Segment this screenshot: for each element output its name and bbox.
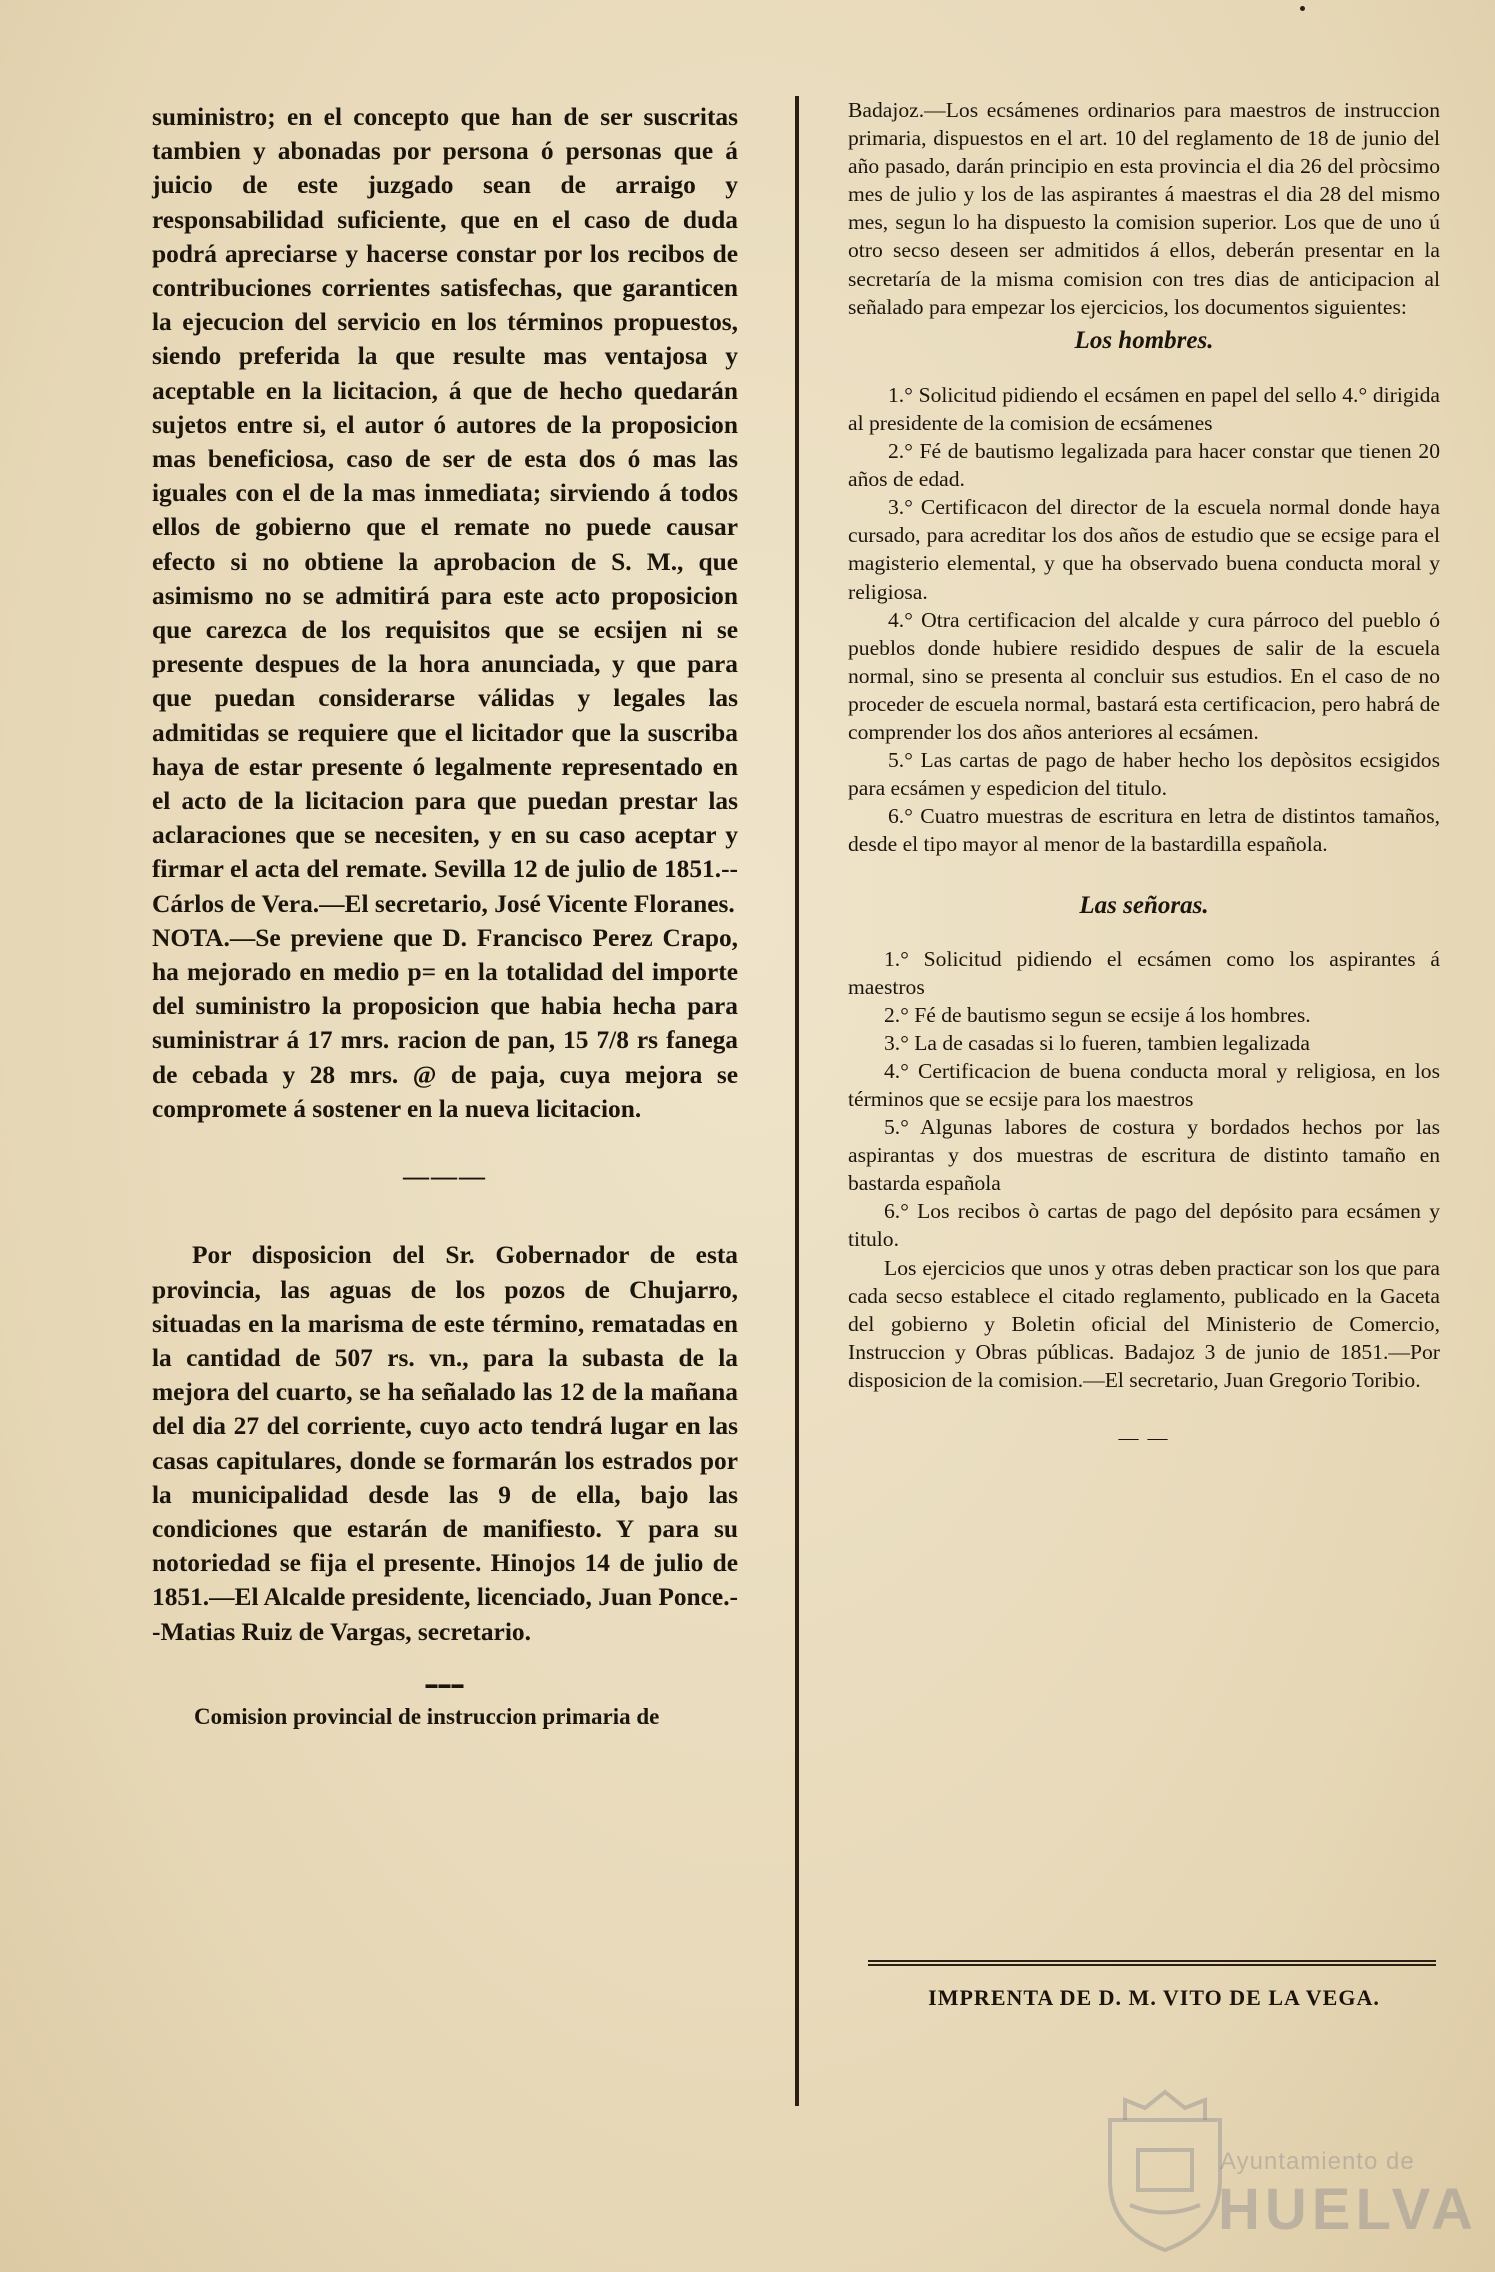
women-heading: Las señoras. bbox=[1079, 892, 1209, 920]
right-column bbox=[848, 96, 1440, 1452]
men-item: 4.° Otra certificacion del alcalde y cura párroco del pueblo ó pueblos donde hubiere residido despues de salir de la escuela normal, sino se presenta al concluir sus estudios. En el caso de no proceder de escuela normal, bastará esta certificacion, pero habrá de comprender los dos años anteriores al ecsámen. bbox=[848, 607, 1440, 744]
men-item: 6.° Cuatro muestras de escritura en letra de distintos tamaños, desde el tipo mayor al menor de la bastardilla española. bbox=[848, 804, 1440, 857]
left-paragraph-supply-contract: suministro; en el concepto que han de ser suscritas tambien y abonadas por persona ó personas que á juicio de este juzgado sean de arraigo y responsabilidad suficiente, que en el caso de duda podrá apreciarse y hacerse constar por los recibos de contribuciones corrientes satisfechas, que garanticen la ejecucion del servicio en los términos propuestos, siendo preferida la que resulte mas ventajosa y aceptable en la licitacion, á que de hecho quedarán sujetos entre si, el autor ó autores de la proposicion mas beneficiosa, caso de ser de esta dos ó mas las iguales con el de la mas inmediata; sirviendo á todos ellos de gobierno que el remate no puede causar efecto si no obtiene la aprobacion de S. M., que asimismo no se admitirá para este acto proposicion que carezca de los requisitos que se ecsijen ni se presente despues de la hora anunciada, y que para que puedan considerarse válidas y legales las admitidas se requiere que el licitador que la suscriba haya de estar presente ó legalmente representado en el acto de la licitacion para que puedan prestar las aclaraciones que se necesiten, y en su caso aceptar y firmar el acta del remate. Sevilla 12 de julio de 1851.--Cárlos de Vera.—El secretario, José Vicente Floranes. bbox=[152, 103, 738, 918]
left-paragraph-commission-start: Comision provincial de instruccion primaria de bbox=[194, 1703, 660, 1729]
women-item: 3.° La de casadas si lo fueren, tambien legalizada bbox=[884, 1030, 1310, 1055]
right-separator: — — bbox=[1118, 1427, 1170, 1450]
watermark-top-text: Ayuntamiento de bbox=[1220, 2148, 1415, 2175]
women-item: 5.° Algunas labores de costura y bordados hechos por las aspirantas y dos muestras de escritura de distinto tamaño en bastarda española bbox=[848, 1115, 1440, 1196]
right-paragraph-closing: Los ejercicios que unos y otras deben practicar son los que para cada secso establece el citado reglamento, publicado en la Gaceta del gobierno y Boletin oficial del Ministerio de Comercio, Instruccion y Obras públicas. Badajoz 3 de junio de 1851.—Por disposicion de la comision.—El secretario, Juan Gregorio Toribio. bbox=[848, 1255, 1440, 1392]
men-item: 1.° Solicitud pidiendo el ecsámen en papel del sello 4.° dirigida al presidente de la comision de ecsámenes bbox=[848, 382, 1440, 435]
men-heading: Los hombres. bbox=[1074, 326, 1214, 354]
men-item: 5.° Las cartas de pago de haber hecho los depòsitos ecsigidos para ecsámen y espedicion del titulo. bbox=[848, 748, 1440, 801]
column-rule bbox=[795, 96, 799, 2106]
women-item: 6.° Los recibos ò cartas de pago del depósito para ecsámen y titulo. bbox=[848, 1199, 1440, 1252]
left-separator: ——— bbox=[403, 1162, 487, 1192]
women-item: 1.° Solicitud pidiendo el ecsámen como los aspirantes á maestros bbox=[848, 946, 1440, 999]
left-paragraph-nota: NOTA.—Se previene que D. Francisco Perez Crapo, ha mejorado en medio p= en la totalidad del importe del suministro la proposicion que habia hecha para suministrar á 17 mrs. racion de pan, 15 7/8 rs fanega de cebada y 28 mrs. @ de paja, cuya mejora se compromete á sostener en la nueva licitacion. bbox=[152, 923, 738, 1123]
ink-speck bbox=[1300, 6, 1305, 11]
left-paragraph-chujarro-wells: Por disposicion del Sr. Gobernador de esta provincia, las aguas de los pozos de Chujarro, situadas en la marisma de este término, rematadas en la cantidad de 507 rs. vn., para la subasta de la mejora del cuarto, se ha señalado las 12 de la mañana del dia 27 del corriente, cuyo acto tendrá lugar en las casas capitulares, donde se formarán los estrados por la municipalidad desde las 9 de ella, bajo las condiciones que estarán de manifiesto. Y para su notoriedad se fija el presente. Hinojos 14 de julio de 1851.—El Alcalde presidente, licenciado, Juan Ponce.--Matias Ruiz de Vargas, secretario. bbox=[152, 1241, 738, 1646]
men-item: 2.° Fé de bautismo legalizada para hacer constar que tienen 20 años de edad. bbox=[848, 439, 1440, 492]
left-column bbox=[152, 100, 738, 1731]
archive-watermark bbox=[1070, 2080, 1480, 2260]
watermark-main-text: HUELVA bbox=[1218, 2177, 1478, 2242]
right-paragraph-intro: Badajoz.—Los ecsámenes ordinarios para maestros de instruccion primaria, dispuestos en el art. 10 del reglamento de 18 de junio del año pasado, darán principio en esta provincia el dia 26 del pròcsimo mes de julio y los de las aspirantes á maestras el dia 28 del mismo mes, segun lo ha dispuesto la comision superior. Los que de uno ú otro secso deseen ser admitidos á ellos, deberán presentar en la secretaría de la misma comision con tres dias de anticipacion al señalado para empezar los ejercicios, los documentos siguientes: bbox=[848, 98, 1440, 319]
women-item: 2.° Fé de bautismo segun se ecsije á los hombres. bbox=[884, 1002, 1311, 1027]
left-separator-small: ▬▬▬ bbox=[425, 1676, 465, 1691]
women-item: 4.° Certificacion de buena conducta moral y religiosa, en los términos que se ecsije para los maestros bbox=[848, 1058, 1440, 1111]
imprenta-footer: IMPRENTA DE D. M. VITO DE LA VEGA. bbox=[928, 1985, 1380, 2010]
imprenta-rule-top bbox=[868, 1960, 1436, 1962]
imprenta-rule-top-inner bbox=[868, 1964, 1436, 1966]
men-item: 3.° Certificacon del director de la escuela normal donde haya cursado, para acreditar los dos años de estudio que se ecsige para el magisterio elemental, y que ha observado buena conducta moral y religiosa. bbox=[848, 495, 1440, 604]
